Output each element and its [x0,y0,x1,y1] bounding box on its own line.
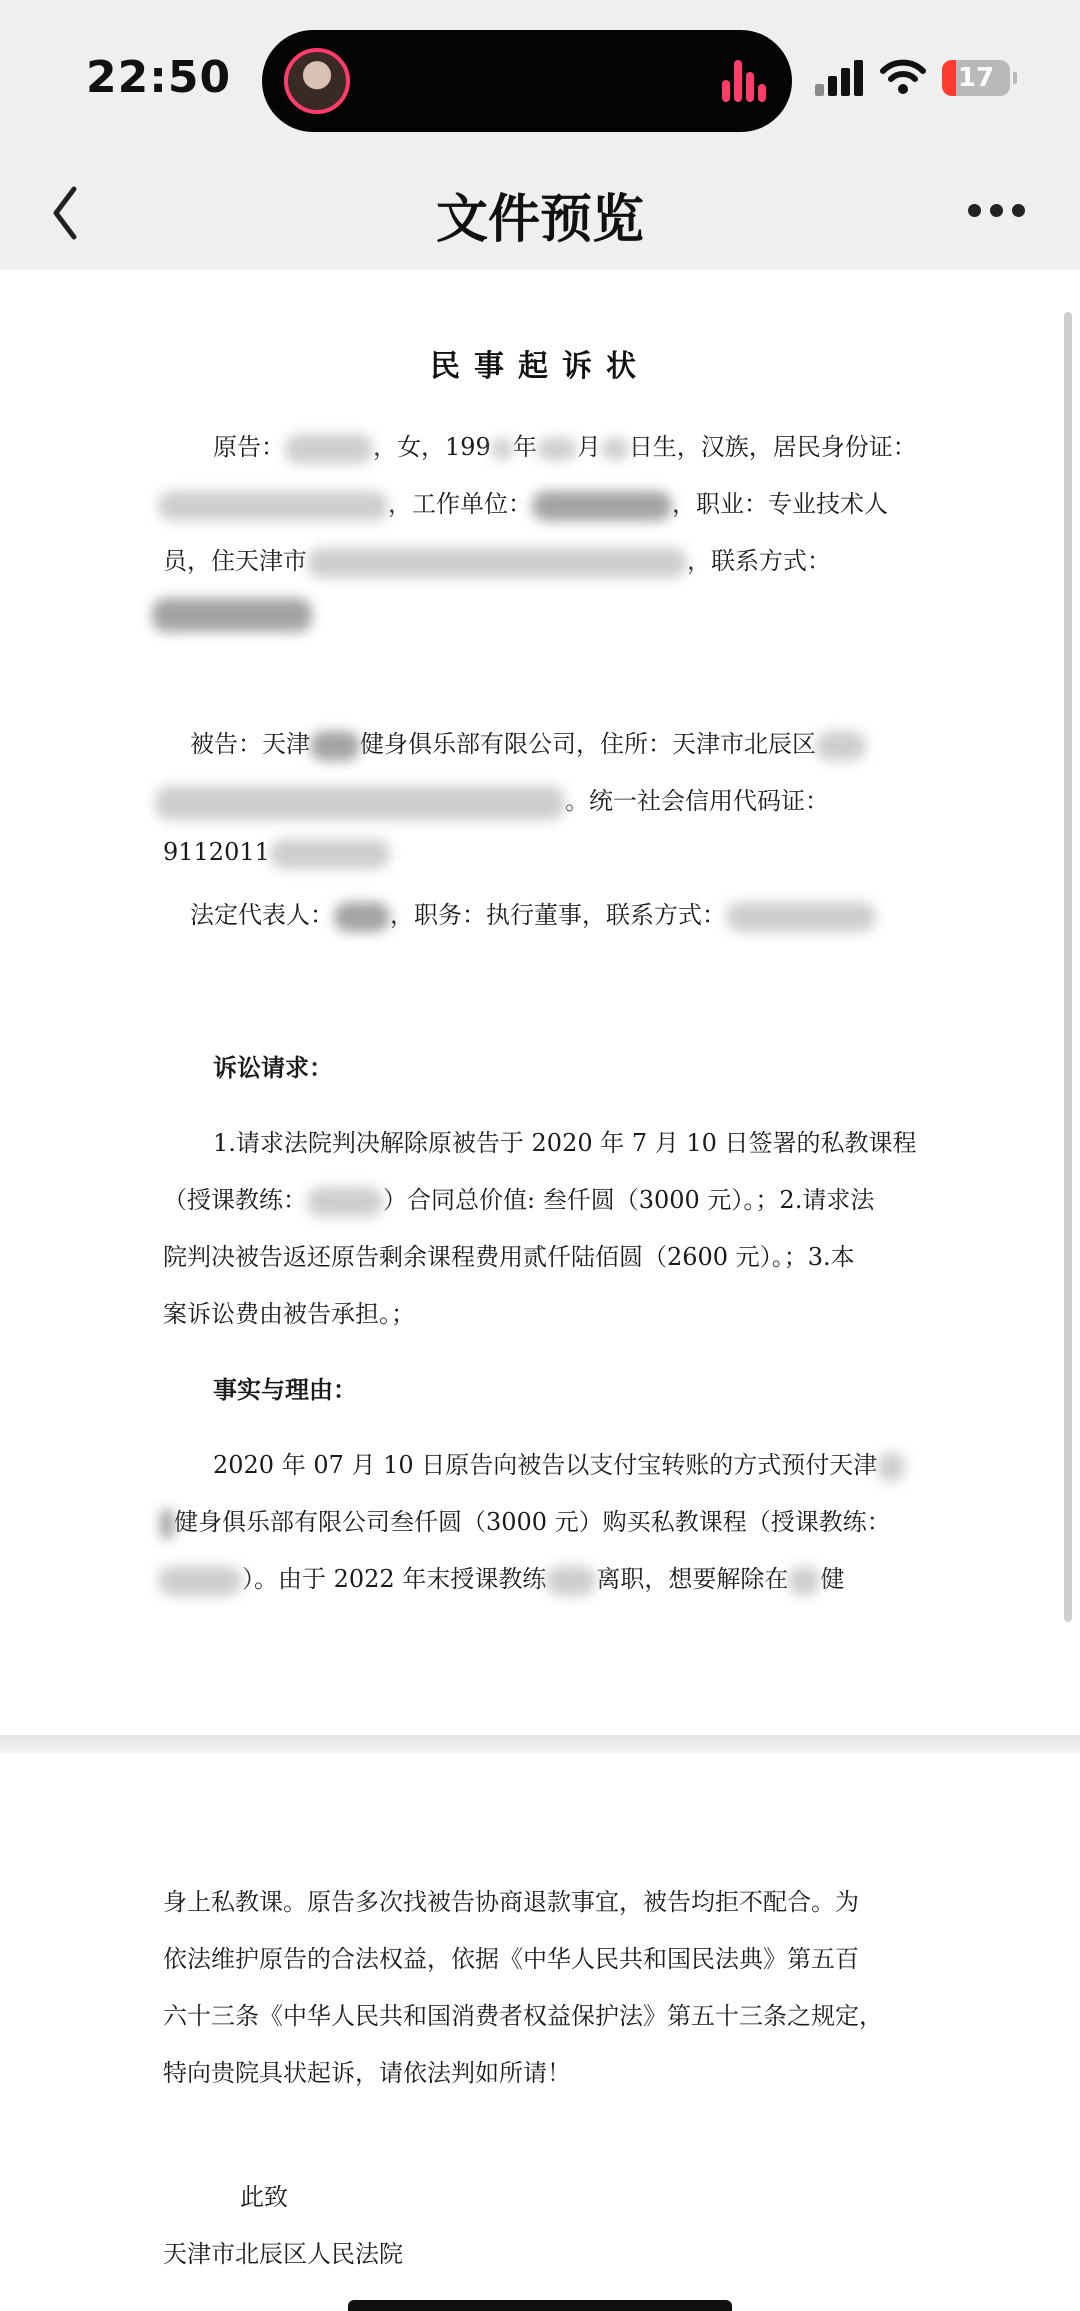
page2-line-3: 六十三条《中华人民共和国消费者权益保护法》第五十三条之规定， [163,2002,883,2030]
claims-line-1: 1.请求法院判决解除原被告于 2020 年 7 月 10 日签署的私教课程 [213,1129,917,1157]
plaintiff-line-4 [152,598,312,632]
cellular-signal-icon [815,60,867,96]
redacted-contact [726,902,876,932]
page2-line-2: 依法维护原告的合法权益，依据《中华人民共和国民法典》第五百 [163,1945,859,1973]
redacted-name [285,434,373,464]
plaintiff-line-1: 原告： ，女，199 年 月 日生，汉族，居民身份证： [213,427,917,464]
closing-text: 此致 [240,2183,288,2211]
status-time: 22:50 [86,52,232,103]
navigation-bar [0,155,1080,270]
scrollbar[interactable] [1064,312,1072,1622]
plaintiff-line-3: 员，住天津市 ，联系方式： [163,541,831,578]
claims-heading: 诉讼请求： [213,1054,333,1082]
claims-line-3: 院判决被告返还原告剩余课程费用贰仟陆佰圆（2600 元）。；3.本 [163,1243,855,1271]
document-page-2[interactable] [0,1753,1080,2311]
home-indicator[interactable] [348,2300,732,2311]
redacted-credit-code [270,839,390,869]
page2-line-4: 特向贵院具状起诉，请依法判如所请！ [163,2059,571,2087]
redacted-defendant-address [155,786,565,820]
battery-level: 17 [957,63,995,93]
facts-line-2: 健身俱乐部有限公司叁仟圆（3000 元）购买私教课程（授课教练： [160,1502,891,1539]
document-page-1[interactable] [0,270,1080,1735]
redacted-id [158,491,388,521]
defendant-line-2: 。统一社会信用代码证： [155,781,829,820]
plaintiff-line-2: ，工作单位： ，职业：专业技术人 [158,484,888,521]
more-options-icon[interactable] [964,195,1030,225]
redacted-employer [532,491,672,521]
page-title: 文件预览 [435,190,644,250]
redacted-phone [152,598,312,632]
claims-line-2: （授课教练： ）合同总价值: 叁仟圆（3000 元）。；2.请求法 [163,1180,874,1217]
claims-line-4: 案诉讼费由被告承担。； [163,1300,415,1328]
court-name: 天津市北辰区人民法院 [163,2240,403,2268]
dynamic-island[interactable] [262,30,792,132]
status-bar [0,0,1080,155]
redacted-address [307,548,687,578]
redacted-coach [307,1187,383,1217]
facts-line-1: 2020 年 07 月 10 日原告向被告以支付宝转账的方式预付天津 [213,1445,905,1482]
defendant-line-4: 法定代表人： ，职务：执行董事，联系方式： [190,895,876,932]
page2-line-1: 身上私教课。原告多次找被告协商退款事宜，被告均拒不配合。为 [163,1888,859,1916]
battery-icon [942,60,1010,96]
facts-heading: 事实与理由： [213,1376,357,1404]
facts-line-3: ）。由于 2022 年末授课教练 离职，想要解除在 健 [158,1559,844,1596]
audio-wave-icon [722,60,766,102]
defendant-line-1: 被告：天津 健身俱乐部有限公司，住所：天津市北辰区 [190,724,866,761]
defendant-line-3: 9112011 [163,838,390,869]
page-separator [0,1735,1080,1753]
wifi-icon [880,58,926,96]
document-title: 民事起诉状 [430,349,650,384]
redacted-representative [334,902,390,932]
island-avatar [284,48,350,114]
